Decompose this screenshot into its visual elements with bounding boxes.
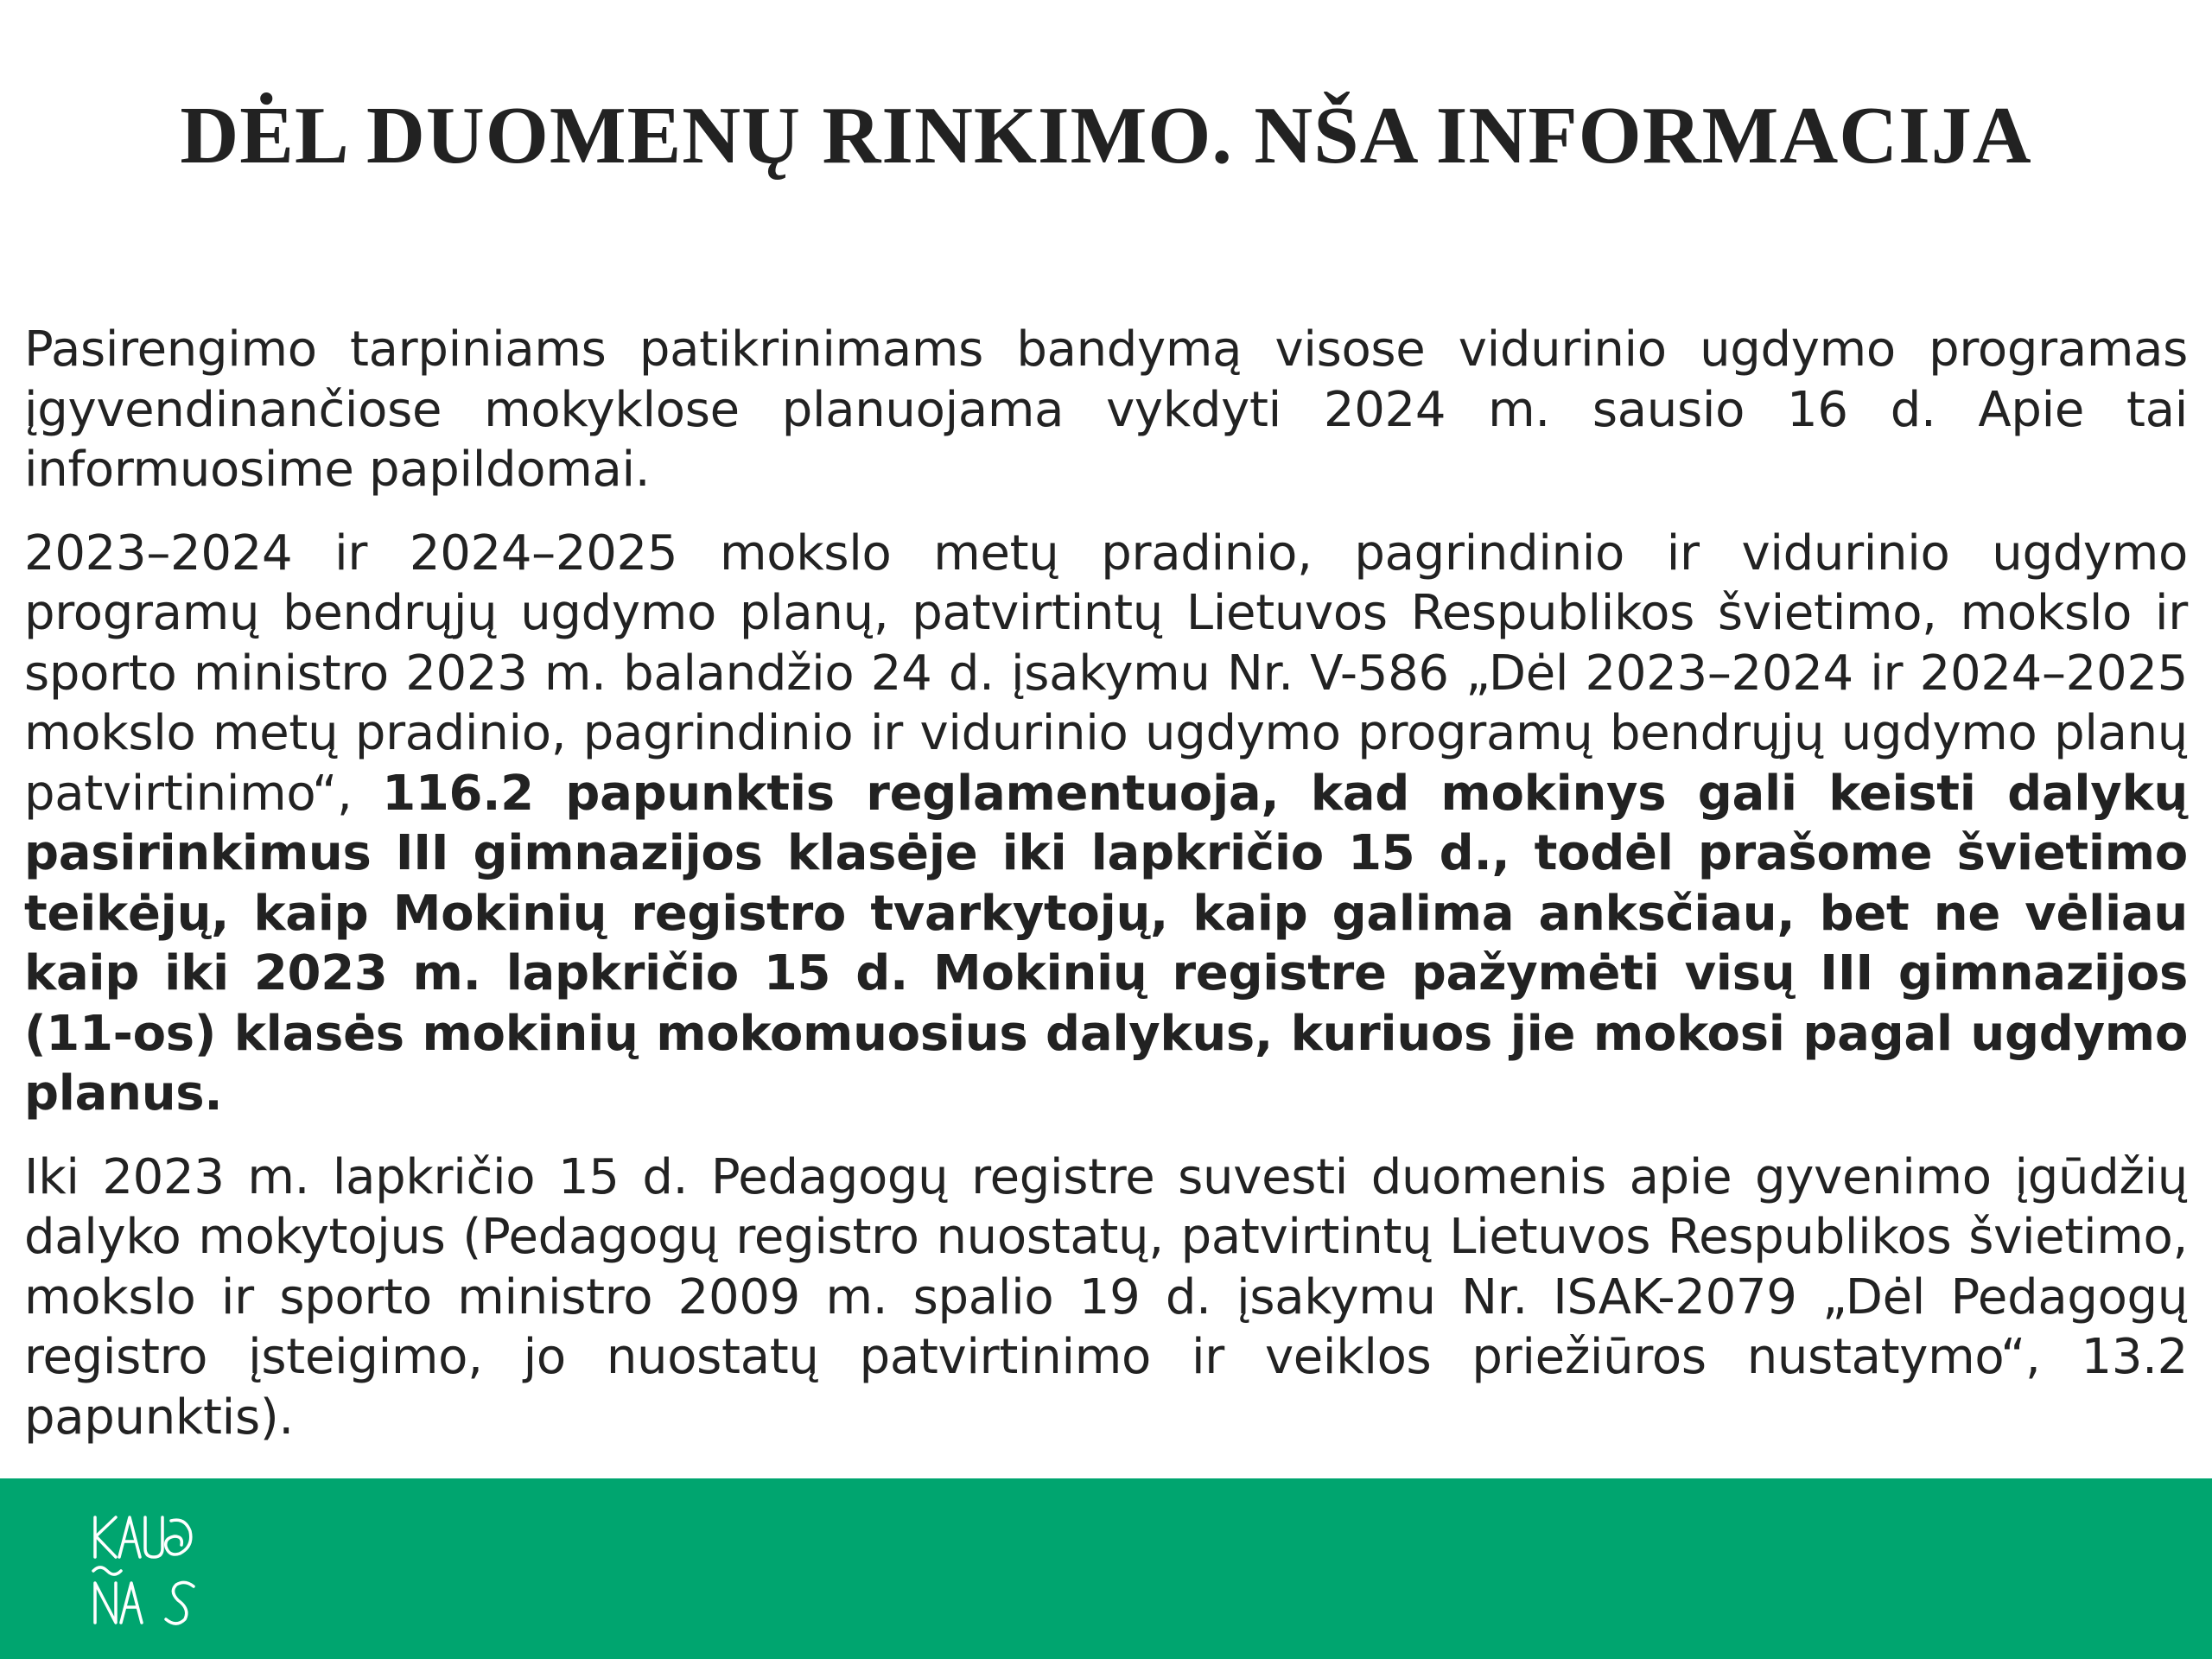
slide-title: DĖL DUOMENŲ RINKIMO. NŠA INFORMACIJA (180, 91, 2032, 181)
body-text (24, 320, 2188, 1471)
paragraph-1: Pasirengimo tarpiniams patikrinimams bandymą visose vidurinio ugdymo programas įgyvendinančiose mokyklose planuojama vykdyti 2024 m. sausio 16 d. Apie tai informuosime papildomai. (24, 321, 2188, 498)
paragraph-2-bold: 116.2 papunktis reglamentuoja, kad mokinys gali keisti dalykų pasirinkimus III gimnazijos klasėje iki lapkričio 15 d., todėl prašome švietimo teikėjų, kaip Mokinių registro tvarkytojų, kaip galima anksčiau, bet ne vėliau kaip iki 2023 m. lapkričio 15 d. Mokinių registre pažymėti visų III gimnazijos (11-os) klasės mokinių mokomuosius dalykus, kuriuos jie mokosi pagal ugdymo planus. (24, 765, 2188, 1122)
paragraph-2-regular: 2023–2024 ir 2024–2025 mokslo metų pradinio, pagrindinio ir vidurinio ugdymo programų bendrųjų ugdymo planų, patvirtintų Lietuvos Respublikos švietimo, mokslo ir sporto ministro 2023 m. balandžio 24 d. įsakymu Nr. V-586 „Dėl 2023–2024 ir 2024–2025 mokslo metų pradinio, pagrindinio ir vidurinio ugdymo programų bendrųjų ugdymo planų patvirtinimo“, (24, 524, 2188, 822)
paragraph-3: Iki 2023 m. lapkričio 15 d. Pedagogų registre suvesti duomenis apie gyvenimo įgūdžių dalyko mokytojus (Pedagogų registro nuostatų, patvirtintų Lietuvos Respublikos švietimo, mokslo ir sporto ministro 2009 m. spalio 19 d. įsakymu Nr. ISAK-2079 „Dėl Pedagogų registro įsteigimo, jo nuostatų patvirtinimo ir veiklos priežiūros nustatymo“, 13.2 papunktis). (24, 1148, 2188, 1446)
paragraph-2 (24, 524, 2188, 1124)
footer-band (0, 1478, 2212, 1659)
kaunas-logo-icon (90, 1514, 200, 1628)
